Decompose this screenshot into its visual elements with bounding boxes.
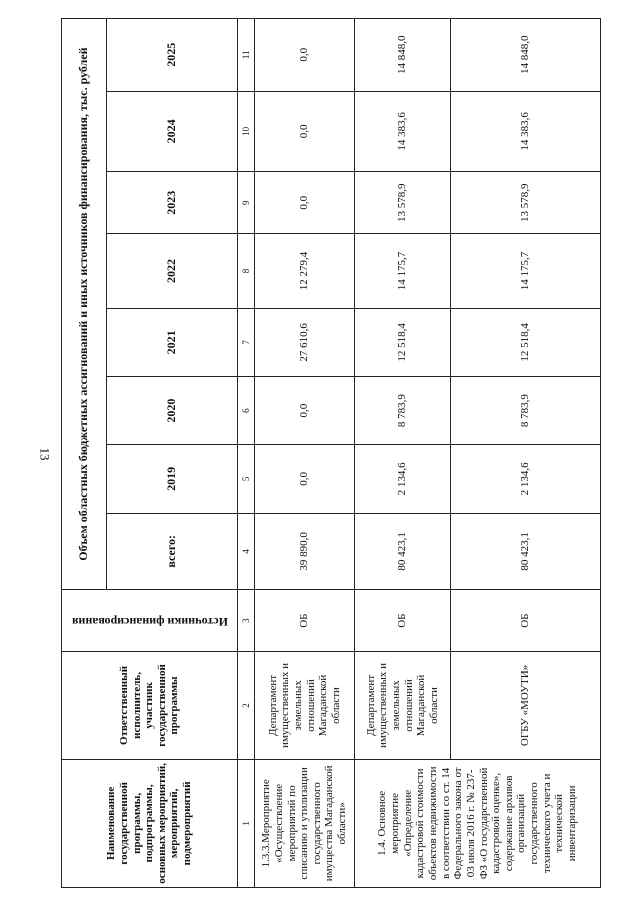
row-executor: ОГБУ «МОУТИ»	[451, 652, 601, 760]
header-year-2022: 2022	[107, 234, 238, 308]
value-2019: 0,0	[255, 445, 355, 513]
value-2024: 14 383,6	[451, 91, 601, 172]
value-total: 39 890,0	[255, 513, 355, 590]
table-row	[355, 19, 451, 888]
value-2020: 8 783,9	[451, 377, 601, 445]
rotated-sheet	[61, 18, 601, 888]
row-source: ОБ	[451, 590, 601, 652]
value-2024: 0,0	[255, 91, 355, 172]
column-number: 8	[238, 234, 255, 308]
value-2021: 12 518,4	[355, 308, 451, 376]
value-2023: 13 578,9	[355, 172, 451, 234]
header-source-text: Источники финансирования	[71, 614, 228, 629]
column-number: 10	[238, 91, 255, 172]
value-2025: 14 848,0	[451, 19, 601, 92]
header-year-2021: 2021	[107, 308, 238, 376]
row-source: ОБ	[255, 590, 355, 652]
row-name: 1.4. Основное мероприятие «Определение кадастровой стоимости объектов недвижимости в соответствии со ст. 14 Федерального закона от 03 июля 2016 г. № 237-ФЗ «О государственной кадастровой оценке», содержание архивов организаций государственного технического учета и технической инвентаризации	[355, 759, 601, 887]
table-row	[255, 19, 355, 888]
header-year-2024: 2024	[107, 91, 238, 172]
value-2022: 14 175,7	[451, 234, 601, 308]
value-2019: 2 134,6	[451, 445, 601, 513]
value-2020: 0,0	[255, 377, 355, 445]
row-executor: Департамент имущественных и земельных отношений Магаданской области	[355, 652, 451, 760]
column-number: 7	[238, 308, 255, 376]
value-total: 80 423,1	[451, 513, 601, 590]
header-source	[62, 590, 238, 652]
rotated-table-container	[61, 18, 601, 888]
value-2024: 14 383,6	[355, 91, 451, 172]
value-2023: 0,0	[255, 172, 355, 234]
column-number: 11	[238, 19, 255, 92]
header-year-2023: 2023	[107, 172, 238, 234]
value-2022: 14 175,7	[355, 234, 451, 308]
value-2023: 13 578,9	[451, 172, 601, 234]
value-2019: 2 134,6	[355, 445, 451, 513]
header-row-1	[62, 19, 107, 888]
column-number: 5	[238, 445, 255, 513]
row-name: 1.3.3.Мероприятие «Осуществление мероприятий по списанию и утилизации государственного имущества Магаданской области»	[255, 759, 355, 887]
column-number: 6	[238, 377, 255, 445]
table-row	[451, 19, 601, 888]
header-name: Наименование государственной программы, подпрограммы, основных мероприятий, мероприятий, подмероприятий	[62, 759, 238, 887]
column-number: 3	[238, 590, 255, 652]
column-number-row	[238, 19, 255, 888]
financing-table	[61, 18, 601, 888]
header-year-2019: 2019	[107, 445, 238, 513]
row-source: ОБ	[355, 590, 451, 652]
column-number: 9	[238, 172, 255, 234]
row-executor: Департамент имущественных и земельных отношений Магаданской области	[255, 652, 355, 760]
header-total: всего:	[107, 513, 238, 590]
value-2021: 12 518,4	[451, 308, 601, 376]
column-number: 4	[238, 513, 255, 590]
value-2021: 27 610,6	[255, 308, 355, 376]
value-2022: 12 279,4	[255, 234, 355, 308]
header-executor: Ответственный исполнитель, участник государственной программы	[62, 652, 238, 760]
value-2025: 14 848,0	[355, 19, 451, 92]
value-2025: 0,0	[255, 19, 355, 92]
value-total: 80 423,1	[355, 513, 451, 590]
column-number: 2	[238, 652, 255, 760]
value-2020: 8 783,9	[355, 377, 451, 445]
header-year-2020: 2020	[107, 377, 238, 445]
header-year-2025: 2025	[107, 19, 238, 92]
header-volume: Объем областных бюджетных ассигнований и иных источников финансирования, тыс. рублей	[62, 19, 107, 590]
column-number: 1	[238, 759, 255, 887]
page-number: 13	[37, 447, 53, 461]
